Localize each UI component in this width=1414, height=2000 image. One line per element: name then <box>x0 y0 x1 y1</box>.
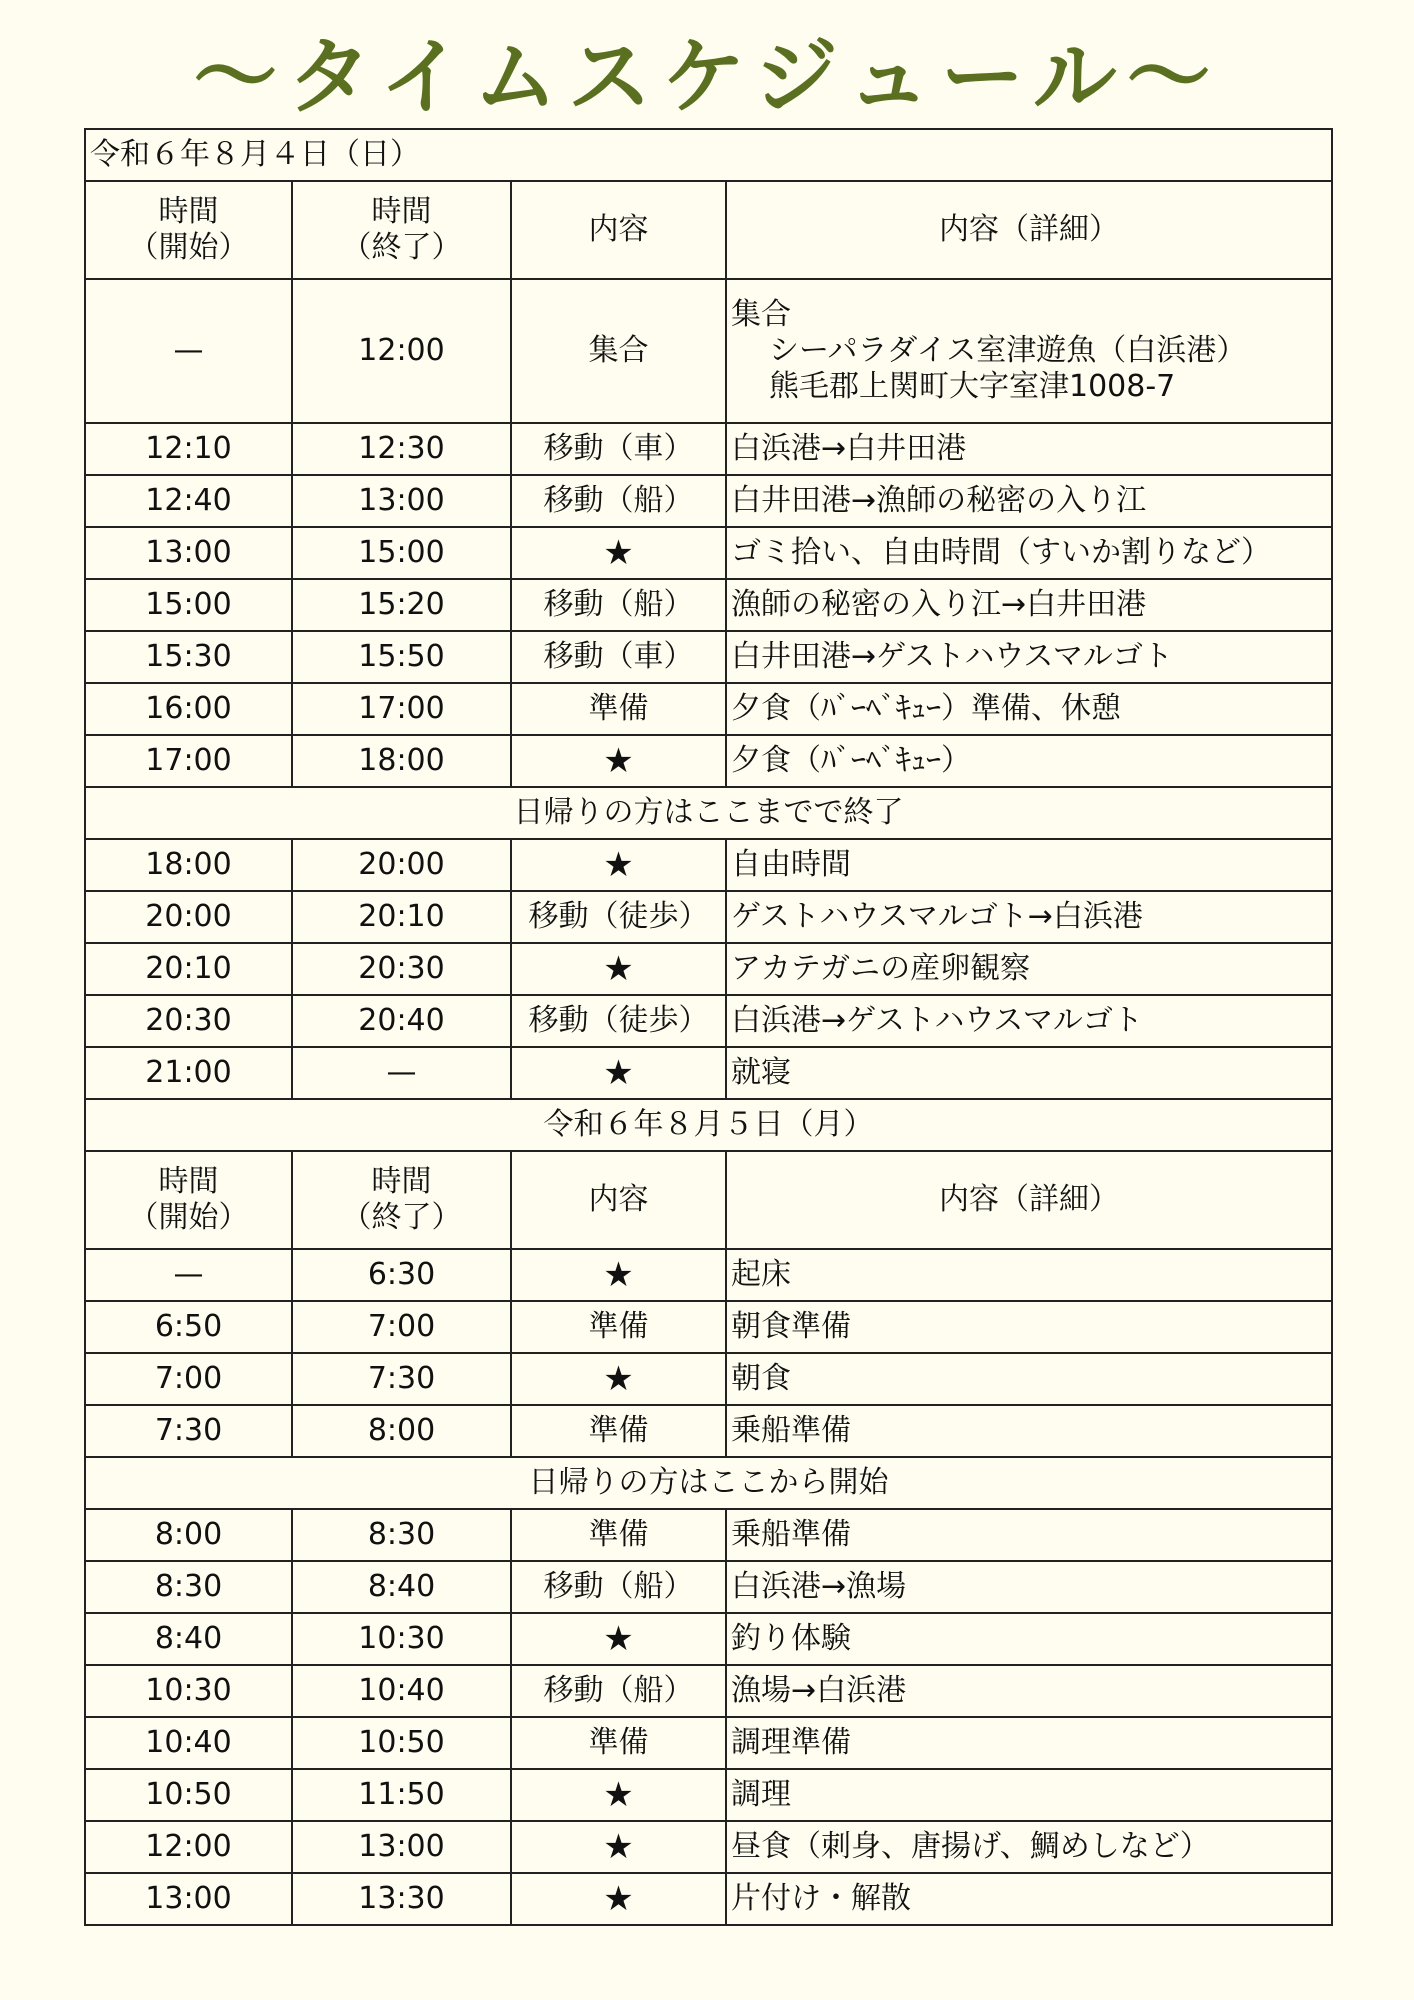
column-header-start-line: （開始） <box>128 1200 249 1235</box>
detail-line: 夕食（ﾊﾞｰﾍﾞｷｭｰ） <box>731 743 971 778</box>
activity-detail <box>726 735 1332 787</box>
end-time: 20:40 <box>292 995 511 1047</box>
detail-line: 乗船準備 <box>731 1413 851 1448</box>
schedule-row <box>85 475 1332 527</box>
detail-line: アカテガニの産卵観察 <box>731 951 1031 986</box>
detail-line: 朝食 <box>731 1361 791 1396</box>
column-header-content: 内容 <box>511 1151 726 1249</box>
page-title: 〜タイムスケジュール〜 <box>193 28 1221 126</box>
end-time: 7:30 <box>292 1353 511 1405</box>
activity-detail <box>726 1353 1332 1405</box>
start-time: 15:30 <box>85 631 292 683</box>
schedule-table <box>84 128 1333 1926</box>
activity-type: 集合 <box>511 279 726 423</box>
start-time: 8:00 <box>85 1509 292 1561</box>
activity-type: 準備 <box>511 1717 726 1769</box>
end-time: 13:00 <box>292 475 511 527</box>
star-icon: ★ <box>511 1821 726 1873</box>
activity-detail <box>726 1561 1332 1613</box>
end-time: 20:10 <box>292 891 511 943</box>
column-header-start-line: 時間 <box>158 1164 219 1199</box>
end-time: 15:00 <box>292 527 511 579</box>
activity-type: 移動（船） <box>511 475 726 527</box>
schedule-row <box>85 943 1332 995</box>
day1-date-row <box>85 129 1332 181</box>
schedule-row <box>85 579 1332 631</box>
start-time: 18:00 <box>85 839 292 891</box>
activity-type: 移動（船） <box>511 1665 726 1717</box>
day2-note-row <box>85 1457 1332 1509</box>
column-header-end-line: （終了） <box>341 1200 462 1235</box>
detail-line: ゲストハウスマルゴト→白浜港 <box>731 899 1143 934</box>
activity-type: 準備 <box>511 1301 726 1353</box>
activity-detail <box>726 527 1332 579</box>
start-time: 12:00 <box>85 1821 292 1873</box>
end-time: 17:00 <box>292 683 511 735</box>
start-time: 10:50 <box>85 1769 292 1821</box>
end-time: 6:30 <box>292 1249 511 1301</box>
schedule-row <box>85 631 1332 683</box>
detail-line: 乗船準備 <box>731 1517 851 1552</box>
star-icon: ★ <box>511 1249 726 1301</box>
star-icon: ★ <box>511 839 726 891</box>
activity-type: 移動（船） <box>511 1561 726 1613</box>
detail-line: 夕食（ﾊﾞｰﾍﾞｷｭｰ）準備、休憩 <box>731 691 1121 726</box>
activity-detail <box>726 1509 1332 1561</box>
detail-line: 白浜港→漁場 <box>731 1569 907 1604</box>
star-icon: ★ <box>511 943 726 995</box>
activity-detail <box>726 891 1332 943</box>
star-icon: ★ <box>511 1613 726 1665</box>
start-time: 20:00 <box>85 891 292 943</box>
schedule-row <box>85 839 1332 891</box>
start-time: 7:30 <box>85 1405 292 1457</box>
activity-type: 準備 <box>511 1405 726 1457</box>
column-header-row <box>85 181 1332 279</box>
end-time: 8:30 <box>292 1509 511 1561</box>
schedule-row <box>85 1405 1332 1457</box>
start-time: 12:40 <box>85 475 292 527</box>
schedule-row <box>85 1613 1332 1665</box>
schedule-row <box>85 683 1332 735</box>
column-header-end <box>292 1151 511 1249</box>
start-time: 13:00 <box>85 1873 292 1925</box>
activity-type: 移動（船） <box>511 579 726 631</box>
star-icon: ★ <box>511 1769 726 1821</box>
end-time: 20:30 <box>292 943 511 995</box>
detail-line: 白井田港→漁師の秘密の入り江 <box>731 483 1147 518</box>
star-icon: ★ <box>511 527 726 579</box>
activity-detail <box>726 995 1332 1047</box>
schedule-row <box>85 1873 1332 1925</box>
column-header-end-line: 時間 <box>371 1164 432 1199</box>
schedule-row <box>85 1821 1332 1873</box>
activity-detail <box>726 1873 1332 1925</box>
start-time: 17:00 <box>85 735 292 787</box>
start-time: 12:10 <box>85 423 292 475</box>
schedule-row <box>85 279 1332 423</box>
schedule-row <box>85 995 1332 1047</box>
activity-detail <box>726 1405 1332 1457</box>
column-header-start-line: 時間 <box>158 194 219 229</box>
start-time: 16:00 <box>85 683 292 735</box>
detail-line: 熊毛郡上関町大字室津1008-7 <box>769 369 1176 404</box>
schedule-row <box>85 1769 1332 1821</box>
detail-line: 起床 <box>731 1257 791 1292</box>
detail-line: 昼食（刺身、唐揚げ、鯛めしなど） <box>731 1829 1210 1864</box>
start-time: 8:40 <box>85 1613 292 1665</box>
detail-line: 自由時間 <box>731 847 851 882</box>
detail-line: 白浜港→白井田港 <box>731 431 967 466</box>
end-time: 10:50 <box>292 1717 511 1769</box>
end-time: 12:30 <box>292 423 511 475</box>
detail-line: 朝食準備 <box>731 1309 851 1344</box>
activity-detail <box>726 1821 1332 1873</box>
schedule-row <box>85 1353 1332 1405</box>
end-time: 18:00 <box>292 735 511 787</box>
star-icon: ★ <box>511 735 726 787</box>
detail-line: 就寝 <box>731 1055 791 1090</box>
end-time: 12:00 <box>292 279 511 423</box>
activity-type: 移動（車） <box>511 423 726 475</box>
activity-detail <box>726 1717 1332 1769</box>
end-time: 8:40 <box>292 1561 511 1613</box>
schedule-row <box>85 1047 1332 1099</box>
detail-line: 白井田港→ゲストハウスマルゴト <box>731 639 1173 674</box>
activity-type: 移動（徒歩） <box>511 995 726 1047</box>
detail-line: 漁師の秘密の入り江→白井田港 <box>731 587 1147 622</box>
schedule-row <box>85 527 1332 579</box>
detail-line: 釣り体験 <box>731 1621 851 1656</box>
schedule-row <box>85 1301 1332 1353</box>
start-time: 20:10 <box>85 943 292 995</box>
column-header-detail: 内容（詳細） <box>726 181 1332 279</box>
start-time: 10:40 <box>85 1717 292 1769</box>
start-time: 15:00 <box>85 579 292 631</box>
end-time: — <box>292 1047 511 1099</box>
end-time: 20:00 <box>292 839 511 891</box>
activity-detail <box>726 579 1332 631</box>
schedule-row <box>85 1509 1332 1561</box>
schedule-row <box>85 1249 1332 1301</box>
start-time: — <box>85 279 292 423</box>
column-header-end-line: 時間 <box>371 194 432 229</box>
activity-detail <box>726 683 1332 735</box>
column-header-row <box>85 1151 1332 1249</box>
activity-type: 準備 <box>511 1509 726 1561</box>
activity-type: 移動（徒歩） <box>511 891 726 943</box>
start-time: — <box>85 1249 292 1301</box>
schedule-row <box>85 423 1332 475</box>
detail-line: 漁場→白浜港 <box>731 1673 907 1708</box>
activity-detail <box>726 1613 1332 1665</box>
schedule-row <box>85 891 1332 943</box>
detail-line: 調理 <box>731 1777 791 1812</box>
start-time: 20:30 <box>85 995 292 1047</box>
column-header-start <box>85 1151 292 1249</box>
schedule-row <box>85 735 1332 787</box>
detail-line: 白浜港→ゲストハウスマルゴト <box>731 1003 1143 1038</box>
activity-detail <box>726 475 1332 527</box>
detail-line: ゴミ拾い、自由時間（すいか割りなど） <box>731 535 1271 570</box>
end-time: 10:40 <box>292 1665 511 1717</box>
activity-type: 準備 <box>511 683 726 735</box>
day2-date: 令和６年８月５日（月） <box>85 1099 1332 1151</box>
detail-line: 片付け・解散 <box>731 1881 911 1916</box>
detail-line: シーパラダイス室津遊魚（白浜港） <box>769 333 1247 368</box>
activity-detail <box>726 839 1332 891</box>
activity-detail <box>726 423 1332 475</box>
end-time: 13:30 <box>292 1873 511 1925</box>
activity-type: 移動（車） <box>511 631 726 683</box>
start-time: 7:00 <box>85 1353 292 1405</box>
column-header-end-line: （終了） <box>341 230 462 265</box>
day1-date: 令和６年８月４日（日） <box>85 129 1332 181</box>
start-time: 21:00 <box>85 1047 292 1099</box>
end-time: 11:50 <box>292 1769 511 1821</box>
end-time: 10:30 <box>292 1613 511 1665</box>
start-time: 13:00 <box>85 527 292 579</box>
schedule-row <box>85 1561 1332 1613</box>
start-time: 10:30 <box>85 1665 292 1717</box>
detail-line: 集合 <box>731 297 791 332</box>
column-header-start-line: （開始） <box>128 230 249 265</box>
activity-detail <box>726 1047 1332 1099</box>
schedule-row <box>85 1717 1332 1769</box>
end-time: 7:00 <box>292 1301 511 1353</box>
schedule-row <box>85 1665 1332 1717</box>
start-time: 8:30 <box>85 1561 292 1613</box>
detail-line: 調理準備 <box>731 1725 851 1760</box>
end-time: 8:00 <box>292 1405 511 1457</box>
star-icon: ★ <box>511 1047 726 1099</box>
activity-detail <box>726 279 1332 423</box>
day1-note-row <box>85 787 1332 839</box>
end-time: 15:50 <box>292 631 511 683</box>
end-time: 15:20 <box>292 579 511 631</box>
day2-date-row <box>85 1099 1332 1151</box>
column-header-detail: 内容（詳細） <box>726 1151 1332 1249</box>
column-header-start <box>85 181 292 279</box>
start-time: 6:50 <box>85 1301 292 1353</box>
day1-note: 日帰りの方はここまでで終了 <box>85 787 1332 839</box>
activity-detail <box>726 1249 1332 1301</box>
star-icon: ★ <box>511 1353 726 1405</box>
star-icon: ★ <box>511 1873 726 1925</box>
activity-detail <box>726 1665 1332 1717</box>
activity-detail <box>726 943 1332 995</box>
day2-note: 日帰りの方はここから開始 <box>85 1457 1332 1509</box>
column-header-content: 内容 <box>511 181 726 279</box>
end-time: 13:00 <box>292 1821 511 1873</box>
activity-detail <box>726 1769 1332 1821</box>
activity-detail <box>726 631 1332 683</box>
column-header-end <box>292 181 511 279</box>
activity-detail <box>726 1301 1332 1353</box>
